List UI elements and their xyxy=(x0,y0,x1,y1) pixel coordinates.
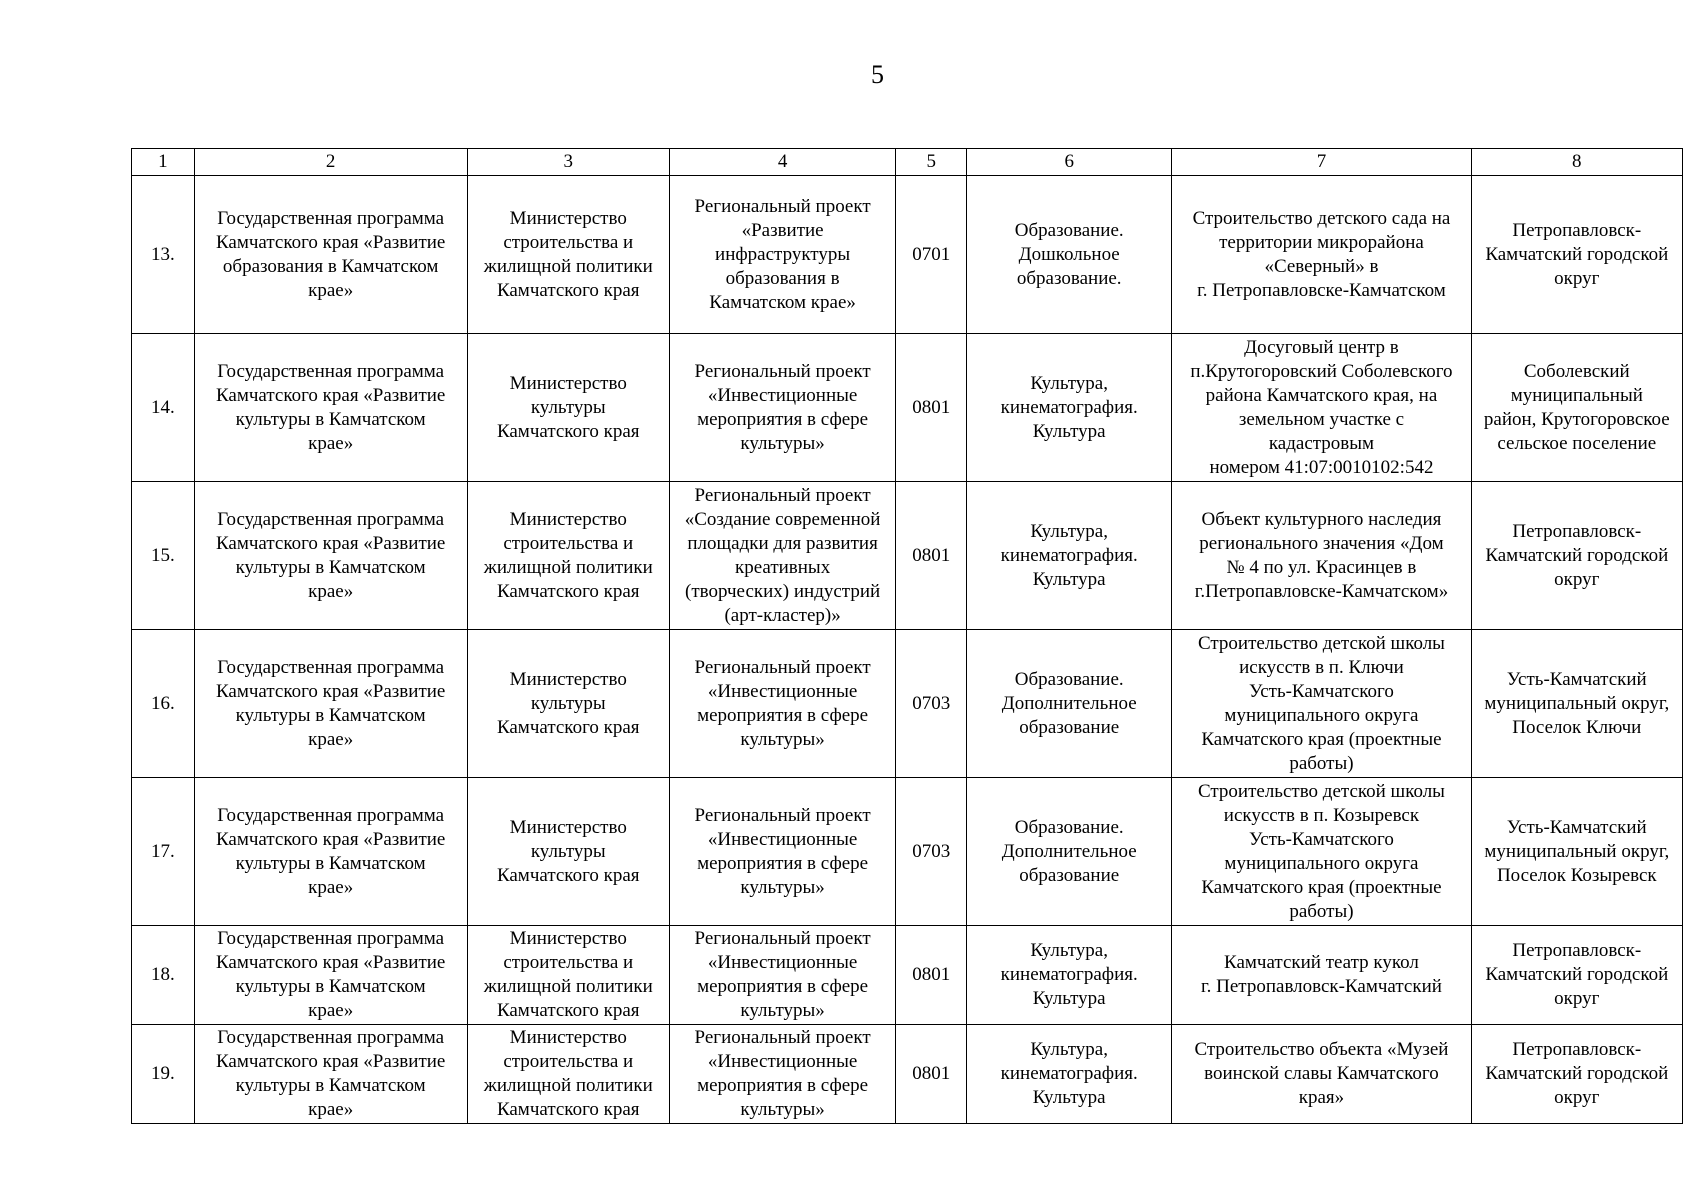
project-cell: Региональный проект «Развитие инфраструктуры образования в Камчатском крае» xyxy=(669,176,895,334)
row-number: 13. xyxy=(132,176,195,334)
location-cell: Соболевский муниципальный район, Крутогоровское сельское поселение xyxy=(1471,334,1682,482)
object-cell: Строительство детской школы искусств в п. Ключи Усть-Камчатского муниципального округа Камчатского края (проектные работы) xyxy=(1172,630,1471,778)
table-row xyxy=(132,482,1683,630)
project-cell: Региональный проект «Инвестиционные мероприятия в сфере культуры» xyxy=(669,630,895,778)
header-cell: 4 xyxy=(669,149,895,176)
object-cell: Объект культурного наследия регионального значения «Дом № 4 по ул. Красинцев в г.Петропавловске-Камчатском» xyxy=(1172,482,1471,630)
ministry-cell: Министерство строительства и жилищной политики Камчатского края xyxy=(467,176,669,334)
code-cell: 0801 xyxy=(896,482,967,630)
section-cell: Образование. Дополнительное образование xyxy=(967,630,1172,778)
ministry-cell: Министерство культуры Камчатского края xyxy=(467,778,669,926)
table-row xyxy=(132,630,1683,778)
program-cell: Государственная программа Камчатского края «Развитие культуры в Камчатском крае» xyxy=(194,926,467,1025)
program-cell: Государственная программа Камчатского края «Развитие культуры в Камчатском крае» xyxy=(194,1025,467,1124)
program-cell: Государственная программа Камчатского края «Развитие образования в Камчатском крае» xyxy=(194,176,467,334)
location-cell: Усть-Камчатский муниципальный округ, Поселок Ключи xyxy=(1471,630,1682,778)
location-cell: Петропавловск- Камчатский городской округ xyxy=(1471,482,1682,630)
location-cell: Петропавловск- Камчатский городской округ xyxy=(1471,176,1682,334)
header-cell: 8 xyxy=(1471,149,1682,176)
section-cell: Культура, кинематография. Культура xyxy=(967,482,1172,630)
code-cell: 0703 xyxy=(896,778,967,926)
row-number: 15. xyxy=(132,482,195,630)
code-cell: 0801 xyxy=(896,926,967,1025)
table-row xyxy=(132,334,1683,482)
section-cell: Культура, кинематография. Культура xyxy=(967,926,1172,1025)
object-cell: Строительство детского сада на территории микрорайона «Северный» в г. Петропавловске-Камчатском xyxy=(1172,176,1471,334)
section-cell: Культура, кинематография. Культура xyxy=(967,334,1172,482)
location-cell: Усть-Камчатский муниципальный округ, Поселок Козыревск xyxy=(1471,778,1682,926)
code-cell: 0801 xyxy=(896,1025,967,1124)
code-cell: 0701 xyxy=(896,176,967,334)
row-number: 16. xyxy=(132,630,195,778)
table-row xyxy=(132,926,1683,1025)
ministry-cell: Министерство строительства и жилищной политики Камчатского края xyxy=(467,926,669,1025)
objects-table xyxy=(131,148,1683,1124)
row-number: 14. xyxy=(132,334,195,482)
header-cell: 2 xyxy=(194,149,467,176)
page-number: 5 xyxy=(871,60,884,89)
code-cell: 0703 xyxy=(896,630,967,778)
header-cell: 7 xyxy=(1172,149,1471,176)
project-cell: Региональный проект «Инвестиционные мероприятия в сфере культуры» xyxy=(669,1025,895,1124)
ministry-cell: Министерство строительства и жилищной политики Камчатского края xyxy=(467,1025,669,1124)
header-cell: 5 xyxy=(896,149,967,176)
header-cell: 6 xyxy=(967,149,1172,176)
project-cell: Региональный проект «Инвестиционные мероприятия в сфере культуры» xyxy=(669,778,895,926)
project-cell: Региональный проект «Создание современной площадки для развития креативных (творческих) индустрий (арт-кластер)» xyxy=(669,482,895,630)
object-cell: Досуговый центр в п.Крутогоровский Соболевского района Камчатского края, на земельном участке с кадастровым номером 41:07:0010102:542 xyxy=(1172,334,1471,482)
object-cell: Камчатский театр кукол г. Петропавловск-Камчатский xyxy=(1172,926,1471,1025)
ministry-cell: Министерство культуры Камчатского края xyxy=(467,630,669,778)
table-row xyxy=(132,1025,1683,1124)
row-number: 18. xyxy=(132,926,195,1025)
row-number: 19. xyxy=(132,1025,195,1124)
project-cell: Региональный проект «Инвестиционные мероприятия в сфере культуры» xyxy=(669,926,895,1025)
project-cell: Региональный проект «Инвестиционные мероприятия в сфере культуры» xyxy=(669,334,895,482)
program-cell: Государственная программа Камчатского края «Развитие культуры в Камчатском крае» xyxy=(194,630,467,778)
location-cell: Петропавловск- Камчатский городской округ xyxy=(1471,1025,1682,1124)
section-cell: Образование. Дошкольное образование. xyxy=(967,176,1172,334)
ministry-cell: Министерство строительства и жилищной политики Камчатского края xyxy=(467,482,669,630)
section-cell: Образование. Дополнительное образование xyxy=(967,778,1172,926)
object-cell: Строительство детской школы искусств в п. Козыревск Усть-Камчатского муниципального округа Камчатского края (проектные работы) xyxy=(1172,778,1471,926)
section-cell: Культура, кинематография. Культура xyxy=(967,1025,1172,1124)
code-cell: 0801 xyxy=(896,334,967,482)
location-cell: Петропавловск- Камчатский городской округ xyxy=(1471,926,1682,1025)
header-cell: 3 xyxy=(467,149,669,176)
program-cell: Государственная программа Камчатского края «Развитие культуры в Камчатском крае» xyxy=(194,482,467,630)
object-cell: Строительство объекта «Музей воинской славы Камчатского края» xyxy=(1172,1025,1471,1124)
row-number: 17. xyxy=(132,778,195,926)
program-cell: Государственная программа Камчатского края «Развитие культуры в Камчатском крае» xyxy=(194,334,467,482)
table-row xyxy=(132,176,1683,334)
ministry-cell: Министерство культуры Камчатского края xyxy=(467,334,669,482)
program-cell: Государственная программа Камчатского края «Развитие культуры в Камчатском крае» xyxy=(194,778,467,926)
table-header-row xyxy=(132,149,1683,176)
header-cell: 1 xyxy=(132,149,195,176)
table-row xyxy=(132,778,1683,926)
